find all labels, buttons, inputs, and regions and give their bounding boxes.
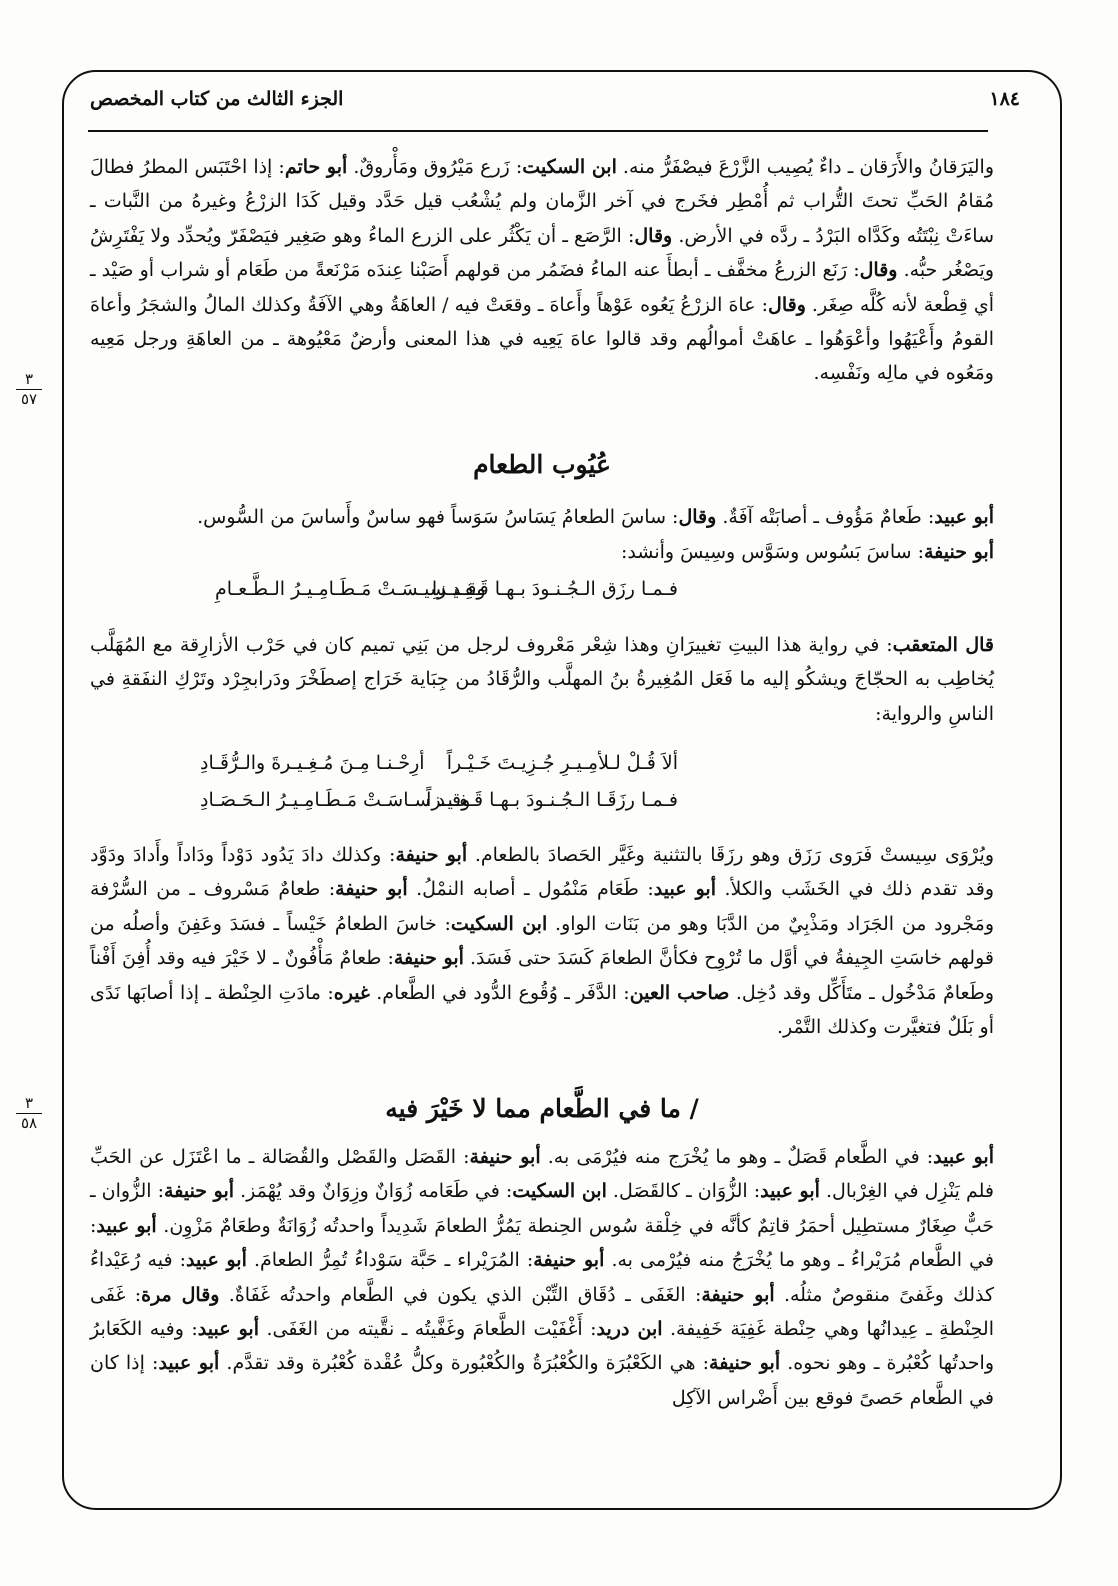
author-name: أبو حنيفة [164,1180,235,1203]
paragraph-mutaaqqib [90,628,994,731]
author-name: ابن السكيت [512,1180,607,1203]
running-header [90,80,1030,114]
author-name: أبو عبيد [186,1249,247,1272]
text-run: : الرَّصَع ـ أن يَكْثُر على الزرع الماءُ وهو صَغِير فيَصْفَرّ ويُحدِّد ولا يَفْتَرِشُ ويَصْغُر حبُّه. [90,224,995,282]
author-name: أبو حنيفة [701,1283,775,1306]
text-run: : إذا احْتَبَس المطرُ فطالَ مُقامُ الحَبِّ تحتَ التُّراب ثم أُمْطِر فخَرج في آخر الزَّمان ولم يُشْعُب قيل حَدَّد وقيل كَدَا الزرْعُ وغيرهُ من النَّبات ـ ساءَتْ نِبْتَتُه وكَدَّاه البَرْدُ ـ ردَّه في الأرض. [90,156,994,247]
text-run: : إذا كان في الطَّعام حَصىً فوقع بين أَضْراس الآكِل [90,1352,994,1409]
section-heading-food-defects: عُيُوب الطعام [473,450,611,479]
author-name: أبو عبيد [653,878,716,901]
text-run: : في رواية هذا البيتِ تغييرَانِ وهذا شِعْر مَعْروف لرجل من بَنِي تميم كان في حَرْب الأزارِقة مع المُهَلَّب يُخاطِب به الحجّاجَ ويشكُو إليه ما فَعَل المُغِيرةُ بنُ المهلَّب والرُّقَادُ من جِبَاية خَرَاج إصطَخْرَ ودَرابجِرْد وتَرْكِ النفَقةِ في الناسِ والرواية: [90,634,994,725]
margin-note-page: ٥٧ [20,390,38,408]
author-name: وقال [768,293,806,316]
text-run: : زَرع مَيْرُوق ومَأْروقٌ. [347,156,523,178]
text-run: : المُرَيْراء ـ حَبَّة سَوْداءُ تُمِرُّ الطعامَ. [246,1249,534,1272]
author-name: أبو حنيفة [469,1146,541,1168]
margin-note-volume: ٣ [24,1094,34,1112]
section-heading-worthless-in-food: / ما في الطَّعام مما لا خَيْرَ فيه [385,1094,699,1123]
text-run: : طعامٌ مَأْفُونٌ ـ لا خَيْرَ فيه وقد أُفِنَ أَفْناً وطَعامٌ مَدْخُول ـ متَأَكِّل وقد دُخِل. [90,947,994,1004]
verse2-line1-first-hemistich: ألاَ قُـلْ لـلأمِـيـرِ جُـزِيـتَ خَـيْـراً [446,752,678,774]
text-run: : القَصَل والقَصْل والقُصَالة ـ ما اعْتَزَل عن الحَبِّ فلم يَنْزِل في الغِرْبال. [90,1146,995,1203]
author-name: أبو عبيد [96,1214,157,1237]
author-name: أبو عبيد [933,1146,994,1168]
paragraph-abu-hanifa-sas [90,535,994,569]
author-name: أبو عبيد [760,1180,820,1203]
text-run: : الدَّفَر ـ وُقُوع الدُّود في الطَّعام. [369,981,630,1004]
text-run: : وكذلك دادَ يَدُود دَوْداً ودَاداً وأَدادَ ودَوَّد وقد تقدم ذلك في الخَشَب والكلأ. [90,844,995,901]
text-run: : طعامٌ مَسْروف ـ من السُّرْفة ومَجْرود من الجَرَاد ومَذْبِيٌ من الدَّبَا وهو من بَنَات الواو. [90,878,995,935]
author-name: أبو حنيفة [709,1352,781,1375]
author-name: ابن دريد [596,1318,663,1341]
text-run: : عاهَ الزرْعُ يَعُوه عَوْهاً وأَعاهَ ـ وقعَتْ فيه / العاهَةُ وهي الآفَةُ وكذلك المالُ والشجَرُ وأعاهَ القومُ وأَعْيَهُوا وأعْوَهُوا ـ عاهَتْ أموالُهم وقد قالوا عاهَ يَعِيه في هذا المعنى وأرضٌ مَعْيُوهة ـ من العاهَةِ ورجل مَعِيه ومَعُوه في مالِه ونَفْسِه. [90,293,994,385]
page-number: ١٨٤ [989,88,1020,110]
author-name: وقال [678,506,717,528]
text-run: : غَفَى الحِنْطةِ ـ عِيدانُها وهي حِنْطة غَفِيَة خَفِيفة. [90,1283,994,1341]
verse2-line2-first-hemistich: فـمـا رزَقَـا الـجُـنـودَ بـهـا قَـفِـيـزاً [426,789,678,811]
margin-note-page: ٥٨ [20,1114,38,1132]
author-name: ابن السكيت [450,912,548,935]
text-run: : الغَفَى ـ دُقَاق التِّبْن الذي يكون في الطَّعام واحدتُه غَفَاةٌ. [219,1283,702,1306]
text-run: : طَعامٌ مَؤُوف ـ أصابَتْه آفَةٌ. [716,506,935,528]
margin-note-57 [14,370,44,408]
text-run: : خاسَ الطعامُ خَيْساً ـ فسَدَ وعَفِنَ وأصلُه من قولهم خاسَتِ الجِيفةُ في أوَّل ما تُرْوِح فكأنَّ الطعامَ كَسَدَ حتى فَسَدَ. [90,912,994,970]
header-book-title: الجزء الثالث من كتاب المخصص [90,88,344,110]
text-run: ويُرْوَى سِيستْ فَرَوى رَزَق وهو رزَقَا بالتثنية وغَيَّر الحَصادَ بالطعام. [467,844,995,866]
verse2-line2-second-hemistich: وقـد سـاسَـتْ مَـطَـامِـيـرُ الـحَـصَـادِ [200,789,471,811]
author-name: أبو عبيد [934,506,994,528]
text-run: : الزُّوَان ـ كالقَصَل. [606,1180,761,1203]
author-name: وقال [859,259,898,282]
author-name: أبو حنيفة [393,947,464,970]
text-run: واليَرَقانُ والأَرَقان ـ داءٌ يُصِيب الزَّرْعَ فيصْفَرُّ منه. [616,156,994,178]
author-name: أبو حنيفة [533,1249,605,1272]
author-name: أبو حنيفة [335,878,408,901]
header-rule [88,130,988,132]
author-name: ابن السكيت [522,156,617,178]
author-name: صاحب العين [629,981,730,1004]
text-run: : فيه رُعَيْداءُ كذلك وغَفىً منقوصٌ مثلُه. [90,1249,994,1306]
author-name: غيره [333,981,370,1004]
text-run: : أَغْفَيْت الطَّعامَ وغَفَّيتُه ـ نقَّيته من الغَفَى. [259,1318,597,1341]
author-name: وقال [634,224,673,247]
author-name: أبو حنيفة [923,541,994,563]
text-run: : هي الكَعْبُرَة والكُعْبُرَةُ والكُعْبُورة وكلُّ عُقْدة كُعْبُرة وقد تقدَّم. [219,1352,710,1375]
text-run: : مادَتِ الحِنْطة ـ إذا أصابَها نَدًى أو بَلَلٌ فتغيَّرت وكذلك التَّمْر. [90,981,994,1039]
text-run: : رَنَع الزرعُ مخفَّف ـ أبطأَ عنه الماءُ فضَمُر من قولهم أَصَبْنا عِندَه مَرْنَعةً من طَعَام أو شراب أو صَيْد ـ أي قِطْعة لأنه كُلَّه صِغَر. [90,259,994,316]
verse1-first-hemistich: فـمـا رزَق الـجُـنـودَ بـهـا قَـفِـيـزا [431,578,678,600]
text-run: : في الطَّعام مُرَيْراءُ ـ وهو ما يُخْرَجُ منه فيُرْمى به. [90,1214,994,1272]
paragraph-yurwa-sist [90,838,994,1044]
author-name: أبو حنيفة [395,844,468,866]
text-run: : الزُّوان ـ حَبٌّ صِغَارٌ مستطِيل أحمَرُ قاتِمٌ كأنَّه في خِلْقة سُوس الحِنطة يَمُرُّ الطعامَ شَدِيداً واحدتُه زُوَانَةٌ وطعَامٌ مَزْوِن. [90,1180,994,1237]
author-name: أبو عبيد [197,1318,259,1341]
paragraph-abu-ubayd-maouf [90,500,994,534]
verse2-line1-second-hemistich: أرِحْـنـا مِـنَ مُـغِـيـرةَ والـرُّقَـادِ [200,752,425,774]
paragraph-qasal [90,1140,994,1415]
text-run: : طَعَام مَنْمُول ـ أصابه النمْلُ. [407,878,654,901]
text-run: : ساسَ الطعامُ يَسَاسُ سَوَساً فهو ساسٌ وأَساسَ من السُّوس. [197,506,679,528]
text-run: : في الطَّعام قَصَلٌ ـ وهو ما يُخْرَج منه فيُرْمَى به. [540,1146,934,1168]
text-run: : وفيه الكَعَابرُ واحدتُها كُعْبُرة ـ وهو نحوه. [90,1318,995,1375]
margin-note-58 [14,1094,44,1132]
text-run: : في طَعَامه زُوَانٌ وزِوَانٌ وقد يُهْمَز. [234,1180,513,1203]
author-name: وقال مرة [141,1283,220,1306]
verse1-second-hemistich: وقـد سِيـسَـتْ مَـطَـامِـيـرُ الـطَّـعـامِ [215,578,486,600]
margin-note-volume: ٣ [24,370,34,388]
author-name: أبو حاتم [284,156,348,178]
paragraph-yaraqan [90,150,994,391]
text-run: : ساسَ بَسُوس وسَوَّس وسِيسَ وأنشد: [621,541,924,563]
author-name: قال المتعقب [892,634,994,656]
author-name: أبو عبيد [158,1352,220,1375]
